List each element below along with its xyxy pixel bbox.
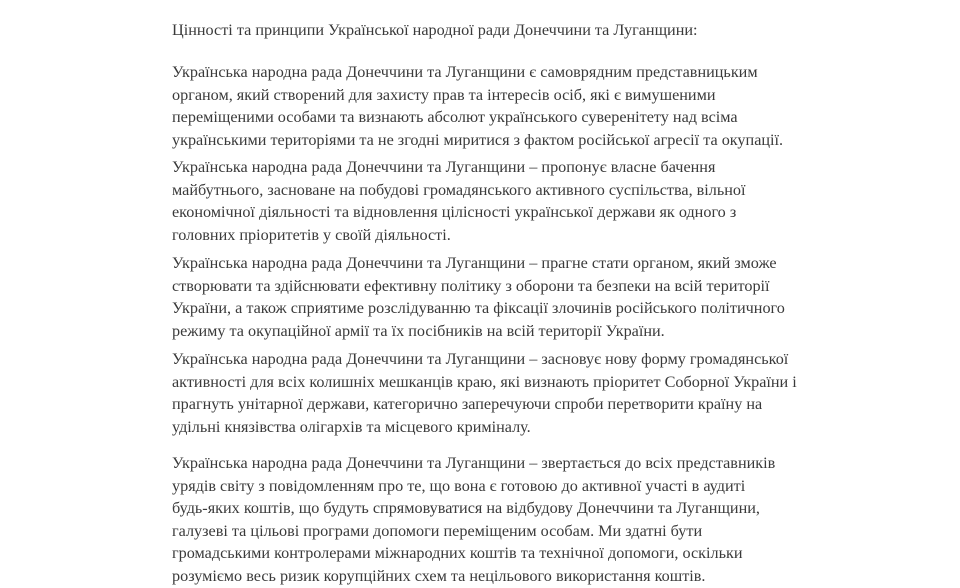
intro-heading: Цінності та принципи Української народної ради Донеччини та Луганщини: bbox=[172, 21, 698, 39]
paragraph-line: майбутнього, засноване на побудові громадянського активного суспільства, вільної bbox=[172, 180, 746, 199]
paragraph-2 bbox=[172, 156, 792, 246]
paragraph-line: активності для всіх колишніх мешканців краю, які визнають пріоритет Соборної України і bbox=[172, 372, 797, 391]
paragraph-3 bbox=[172, 252, 792, 342]
paragraph-line: громадськими контролерами міжнародних коштів та технічної допомоги, оскільки bbox=[172, 544, 743, 563]
paragraph-5 bbox=[172, 452, 792, 588]
paragraph-1 bbox=[172, 61, 792, 151]
paragraph-line: створювати та здійснювати ефективну політику з оборони та безпеки на всій території bbox=[172, 276, 770, 295]
paragraph-line: органом, який створений для захисту прав та інтересів осіб, які є вимушеними bbox=[172, 85, 716, 104]
paragraph-line: економічної діяльності та відновлення цілісності української держави як одного з bbox=[172, 203, 737, 222]
paragraph-line: галузеві та цільові програми допомоги переміщеним особам. Ми здатні бути bbox=[172, 521, 703, 540]
paragraph-line: переміщеними особами та визнають абсолют українського суверенітету над всіма bbox=[172, 108, 738, 127]
paragraph-line: Українська народна рада Донеччини та Луганщини – прагне стати органом, який зможе bbox=[172, 254, 777, 272]
paragraph-line: Українська народна рада Донеччини та Луганщини – звертається до всіх представників bbox=[172, 454, 776, 472]
paragraph-line: будь-яких коштів, що будуть спрямовуватися на відбудову Донеччини та Луганщини, bbox=[172, 499, 760, 518]
paragraph-line: українськими територіями та не згодні миритися з фактом російської агресії та окупації. bbox=[172, 130, 784, 149]
paragraph-line: України, а також сприятиме розслідуванню та фіксації злочинів російського політичного bbox=[172, 299, 785, 318]
paragraph-line: прагнуть унітарної держави, категорично заперечуючи спроби перетворити країну на bbox=[172, 395, 763, 414]
paragraph-line: урядів світу з повідомленням про те, що вона є готовою до активної участі в аудиті bbox=[172, 476, 746, 495]
paragraph-line: удільні князівства олігархів та місцевого криміналу. bbox=[172, 417, 531, 436]
paragraph-line: Українська народна рада Донеччини та Луганщини – засновує нову форму громадянської bbox=[172, 350, 789, 368]
paragraph-4 bbox=[172, 348, 797, 438]
paragraph-line: головних пріоритетів у своїй діяльності. bbox=[172, 225, 451, 244]
paragraph-line: Українська народна рада Донеччини та Луганщини є самоврядним представницьким bbox=[172, 63, 758, 81]
paragraph-line: режиму та окупаційної армії та їх посібників на всій території України. bbox=[172, 321, 665, 340]
paragraph-line: розуміємо весь ризик корупційних схем та нецільового використання коштів. bbox=[172, 566, 706, 585]
paragraph-line: Українська народна рада Донеччини та Луганщини – пропонує власне бачення bbox=[172, 158, 716, 176]
